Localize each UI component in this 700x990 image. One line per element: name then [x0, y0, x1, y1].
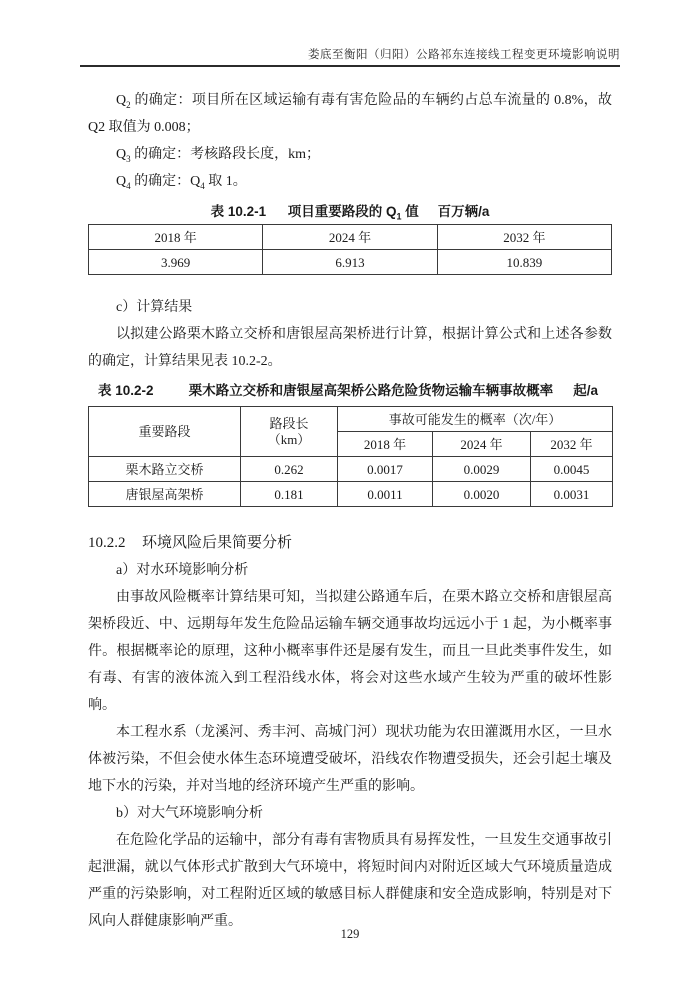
running-header-title: 娄底至衡阳（归阳）公路祁东连接线工程变更环境影响说明 — [308, 49, 620, 61]
q2-subscript: 2 — [126, 99, 131, 110]
table2-row2-length: 0.181 — [241, 482, 338, 507]
q4-text: 的确定：Q — [130, 174, 201, 189]
table2-header-length — [241, 407, 338, 457]
table1-caption-title — [287, 204, 419, 222]
table1-caption — [88, 200, 612, 224]
q3-subscript: 3 — [126, 153, 131, 164]
table1-caption-label: 表 10.2-1 — [210, 204, 267, 219]
subheading-c: c）计算结果 — [116, 300, 193, 315]
table-row — [89, 250, 612, 275]
table2-row1-value-2024: 0.0029 — [433, 457, 531, 482]
table2-row2-value-2032: 0.0031 — [531, 482, 613, 507]
table1-caption-subscript: 1 — [396, 211, 402, 222]
paragraph-q2 — [88, 87, 612, 141]
table1-caption-title-post: 值 — [401, 204, 419, 219]
paragraph-q3 — [88, 141, 612, 168]
section-number: 10.2.2 — [88, 535, 126, 551]
table-accident-probability — [88, 406, 613, 507]
page-content — [88, 0, 620, 935]
table2-row1-value-2018: 0.0017 — [338, 457, 433, 482]
page-number: 129 — [340, 927, 360, 941]
table1-caption-unit: 百万辆/a — [437, 204, 490, 219]
table1-value-2024: 6.913 — [263, 250, 437, 275]
table2-row2-value-2018: 0.0011 — [338, 482, 433, 507]
table2-row2-name: 唐银屋高架桥 — [89, 482, 241, 507]
table2-row2-value-2024: 0.0020 — [433, 482, 531, 507]
table1-header-2018: 2018 年 — [89, 225, 263, 250]
table1-header-2024: 2024 年 — [263, 225, 437, 250]
paragraph-water-1: 由事故风险概率计算结果可知，当拟建公路通车后，在栗木路立交桥和唐银屋高架桥段近、中、远期每年发生危险品运输车辆交通事故均远远小于 1 起，为小概率事件。根据概率论的原理，这种小概率事件还是屡有发生，而且一旦此类事件发生，如有毒、有害的液体流入到工程沿线水体，将会对这些水域产生较为严重的破坏性影响。 — [88, 590, 612, 713]
table2-header-probability-group: 事故可能发生的概率（次/年） — [338, 407, 613, 432]
table2-caption-title: 栗木路立交桥和唐银屋高架桥公路危险货物运输车辆事故概率 — [188, 383, 554, 398]
subheading-a-water: a）对水环境影响分析 — [116, 563, 249, 578]
q2-symbol: Q — [116, 93, 127, 108]
table-row — [89, 225, 612, 250]
table2-header-2018: 2018 年 — [338, 432, 433, 457]
table-row — [89, 482, 613, 507]
table2-header-length-line1: 路段长 — [269, 415, 309, 431]
table2-caption-unit: 起/a — [573, 383, 598, 398]
paragraph-air-1: 在危险化学品的运输中，部分有毒有害物质具有易挥发性，一旦发生交通事故引起泄漏，就以气体形式扩散到大气环境中，将短时间内对附近区域大气环境质量造成严重的污染影响，对工程附近区域的敏感目标人群健康和安全造成影响，特别是对下风向人群健康影响严重。 — [88, 833, 612, 929]
table2-row1-name: 栗木路立交桥 — [89, 457, 241, 482]
q3-text: 的确定：考核路段长度，km； — [130, 147, 321, 162]
subheading-b-air: b）对大气环境影响分析 — [116, 806, 263, 821]
table2-header-length-line2: （km） — [267, 431, 311, 447]
q4-subscript-2: 4 — [200, 180, 205, 191]
table2-row1-value-2032: 0.0045 — [531, 457, 613, 482]
table-row — [89, 457, 613, 482]
q4-text-2: 取 1。 — [204, 174, 247, 189]
paragraph-calculation: 以拟建公路栗木路立交桥和唐银屋高架桥进行计算，根据计算公式和上述各参数的确定，计算结果见表 10.2-2。 — [88, 327, 612, 369]
table1-header-2032: 2032 年 — [437, 225, 611, 250]
page-header — [80, 0, 620, 67]
table2-header-2032: 2032 年 — [531, 432, 613, 457]
table1-caption-title-pre: 项目重要路段的 Q — [287, 204, 397, 219]
paragraph-q4 — [88, 168, 612, 195]
section-title: 环境风险后果简要分析 — [142, 535, 293, 551]
table2-caption — [88, 379, 612, 403]
table2-header-2024: 2024 年 — [433, 432, 531, 457]
table2-caption-label: 表 10.2-2 — [98, 383, 154, 398]
table-q1-values — [88, 224, 612, 275]
table2-row1-length: 0.262 — [241, 457, 338, 482]
table1-value-2032: 10.839 — [437, 250, 611, 275]
section-heading-10-2-2 — [88, 529, 612, 557]
table1-value-2018: 3.969 — [89, 250, 263, 275]
table-row — [89, 407, 613, 432]
q2-text: 的确定：项目所在区域运输有毒有害危险品的车辆约占总车流量的 0.8%，故 Q2 取值为 0.008； — [88, 93, 612, 135]
paragraph-water-2: 本工程水系（龙溪河、秀丰河、高城门河）现状功能为农田灌溉用水区，一旦水体被污染，不但会使水体生态环境遭受破坏，沿线农作物遭受损失，还会引起土壤及地下水的污染，并对当地的经济环境产生严重的影响。 — [88, 725, 612, 794]
q4-subscript: 4 — [126, 180, 131, 191]
q4-symbol: Q — [116, 174, 127, 189]
table2-header-section: 重要路段 — [89, 407, 241, 457]
q3-symbol: Q — [116, 147, 127, 162]
